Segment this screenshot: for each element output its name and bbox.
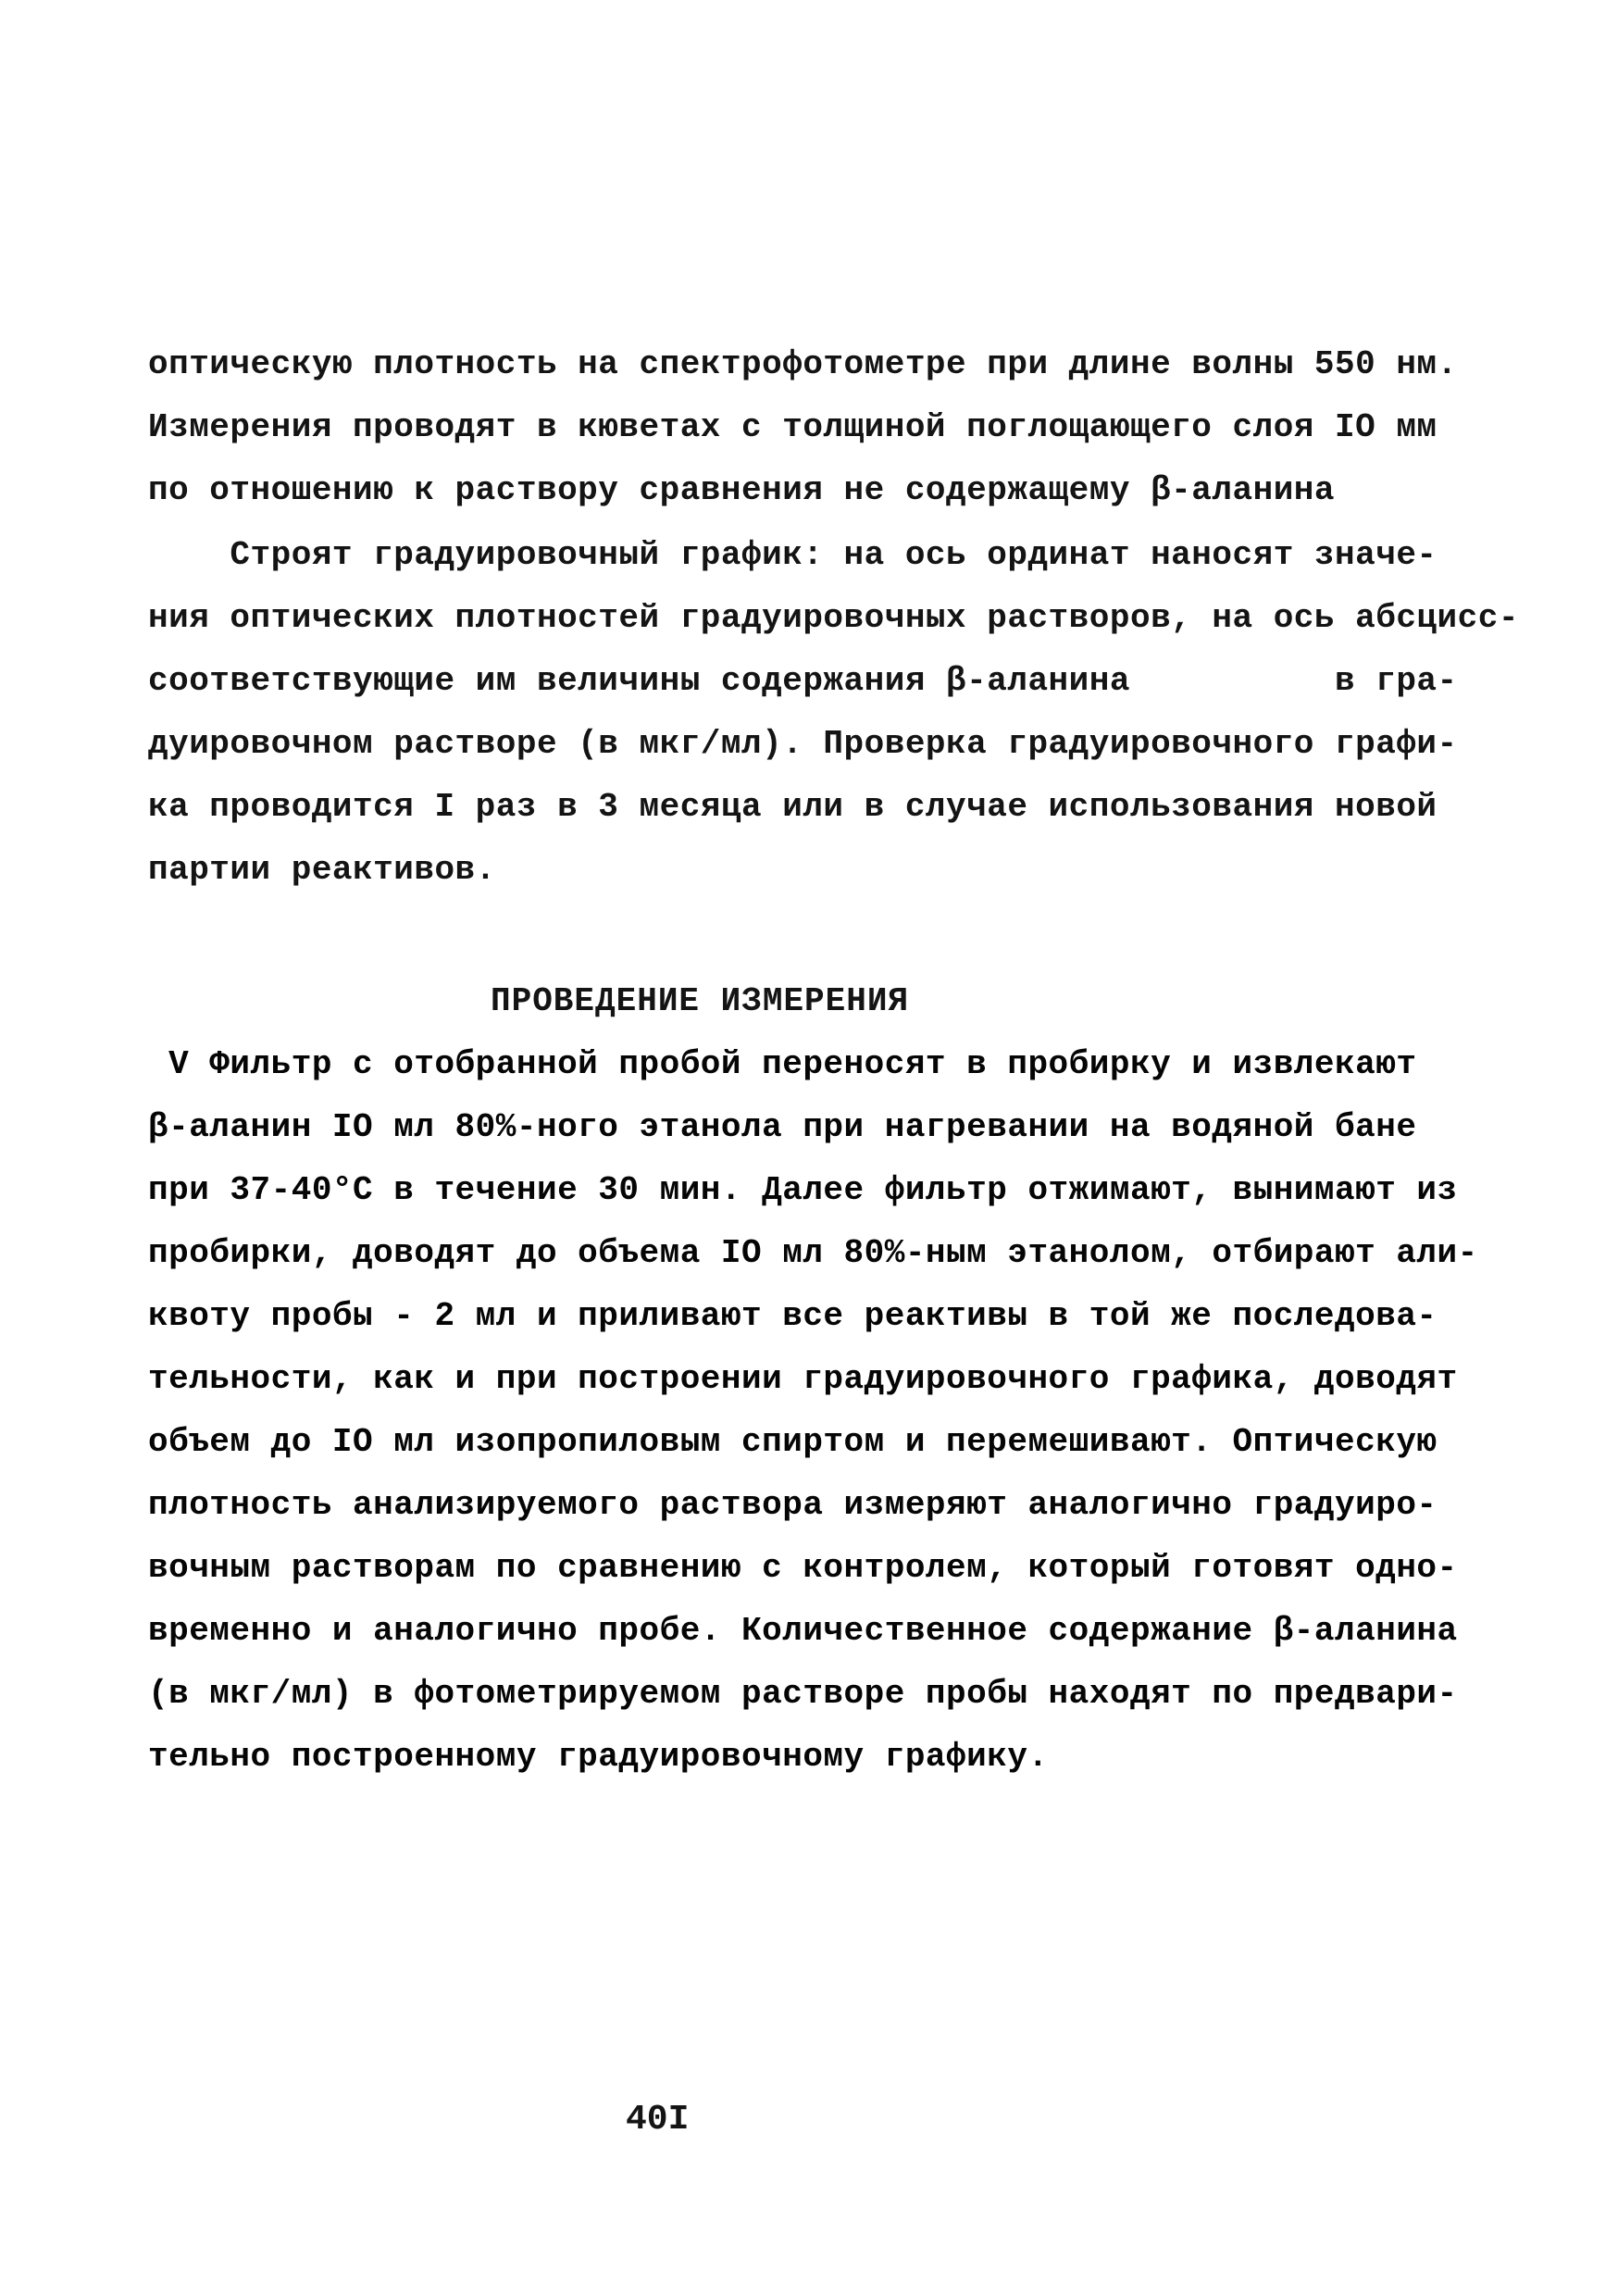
text-line: ния оптических плотностей градуировочных растворов, на ось абсцисс- <box>148 599 1519 637</box>
text-line: тельно построенному градуировочному графику. <box>148 1738 1049 1776</box>
text-line: квоту пробы - 2 мл и приливают все реактивы в той же последова- <box>148 1297 1438 1335</box>
text-line: оптическую плотность на спектрофотометре при длине волны 550 нм. <box>148 345 1458 383</box>
page-number: 40I <box>626 2100 690 2140</box>
text-line: партии реактивов. <box>148 851 496 889</box>
text-line: V Фильтр с отобранной пробой переносят в пробирку и извлекают <box>148 1045 1417 1083</box>
text-line: пробирки, доводят до объема IO мл 80%-ным этанолом, отбирают али- <box>148 1234 1478 1272</box>
text-line: тельности, как и при построении градуировочного графика, доводят <box>148 1360 1458 1398</box>
text-line: β-аланин IO мл 80%-ного этанола при нагревании на водяной бане <box>148 1108 1417 1146</box>
text-line: Измерения проводят в кюветах с толщиной поглощающего слоя IO мм <box>148 408 1438 446</box>
text-line: по отношению к раствору сравнения не содержащему β-аланина <box>148 471 1336 509</box>
text-line: дуировочном растворе (в мкг/мл). Проверка градуировочного графи- <box>148 725 1458 763</box>
text-line: плотность анализируемого раствора измеряют аналогично градуиро- <box>148 1486 1438 1524</box>
text-line: ка проводится I раз в 3 месяца или в случае использования новой <box>148 788 1438 826</box>
text-line: при 37-40°C в течение 30 мин. Далее фильтр отжимают, вынимают из <box>148 1171 1458 1209</box>
text-line: временно и аналогично пробе. Количественное содержание β-аланина <box>148 1612 1458 1650</box>
text-line: (в мкг/мл) в фотометрируемом растворе пробы находят по предвари- <box>148 1675 1458 1713</box>
section-heading: ПРОВЕДЕНИЕ ИЗМЕРЕНИЯ <box>491 982 910 1020</box>
text-line: соответствующие им величины содержания β-аланина в гра- <box>148 662 1458 700</box>
text-line: объем до IO мл изопропиловым спиртом и перемешивают. Оптическую <box>148 1423 1438 1461</box>
text-line: Строят градуировочный график: на ось ординат наносят значе- <box>148 536 1438 574</box>
text-line: вочным растворам по сравнению с контролем, который готовят одно- <box>148 1549 1458 1587</box>
